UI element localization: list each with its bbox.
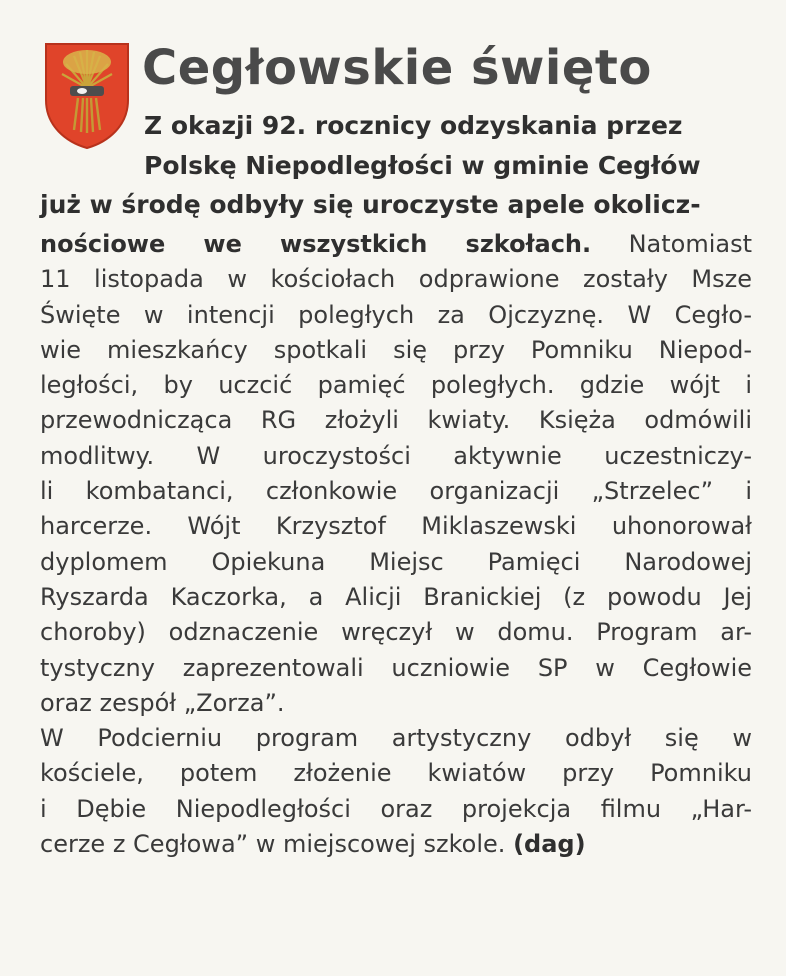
body-line: modlitwy. W uroczystości aktywnie uczestniczy- <box>40 441 752 470</box>
body-line: przewodnicząca RG złożyli kwiaty. Księża odmówili <box>40 406 752 435</box>
author-signature: (dag) <box>513 830 586 859</box>
body-line: Święte w intencji poległych za Ojczyznę. W Cegło- <box>40 300 752 329</box>
body-line: tystyczny zaprezentowali uczniowie SP w Cegłowie <box>40 653 752 682</box>
body-line: 11 listopada w kościołach odprawione zostały Msze <box>40 265 752 294</box>
lead-tail: nościowe we wszystkich szkołach. <box>40 230 592 258</box>
article-body <box>40 227 752 862</box>
body-last-text: cerze z Cegłowa” w miejscowej szkole. <box>40 830 506 859</box>
article-lead <box>40 106 752 225</box>
body-line: li kombatanci, członkowie organizacji „Strzelec” i <box>40 477 752 506</box>
body-line: oraz zespół „Zorza”. <box>40 688 285 717</box>
body-line: kościele, potem złożenie kwiatów przy Pomniku <box>40 759 752 788</box>
body-line: Ryszarda Kaczorka, a Alicji Branickiej (z powodu Jej <box>40 582 752 611</box>
body-line: i Dębie Niepodległości oraz projekcja filmu „Har- <box>40 794 752 823</box>
lead-line: już w środę odbyły się uroczyste apele okolicz- <box>40 190 701 219</box>
body-line: harcerze. Wójt Krzysztof Miklaszewski uhonorował <box>40 512 752 541</box>
body-line <box>40 827 752 862</box>
body-line: ległości, by uczcić pamięć poległych. gdzie wójt i <box>40 371 752 400</box>
lead-line: Z okazji 92. rocznicy odzyskania przez <box>144 111 683 140</box>
lead-line: Polskę Niepodległości w gminie Cegłów <box>144 150 701 180</box>
body-first-inline: Natomiast <box>628 230 752 258</box>
body-line: W Podcierniu program artystyczny odbył się w <box>40 724 752 753</box>
body-line: choroby) odznaczenie wręczył w domu. Program ar- <box>40 618 752 647</box>
body-line <box>40 227 752 262</box>
body-line: dyplomem Opiekuna Miejsc Pamięci Narodowej <box>40 547 752 576</box>
body-line: wie mieszkańcy spotkali się przy Pomniku Niepod- <box>40 335 752 364</box>
article-title: Cegłowskie święto <box>142 40 652 96</box>
